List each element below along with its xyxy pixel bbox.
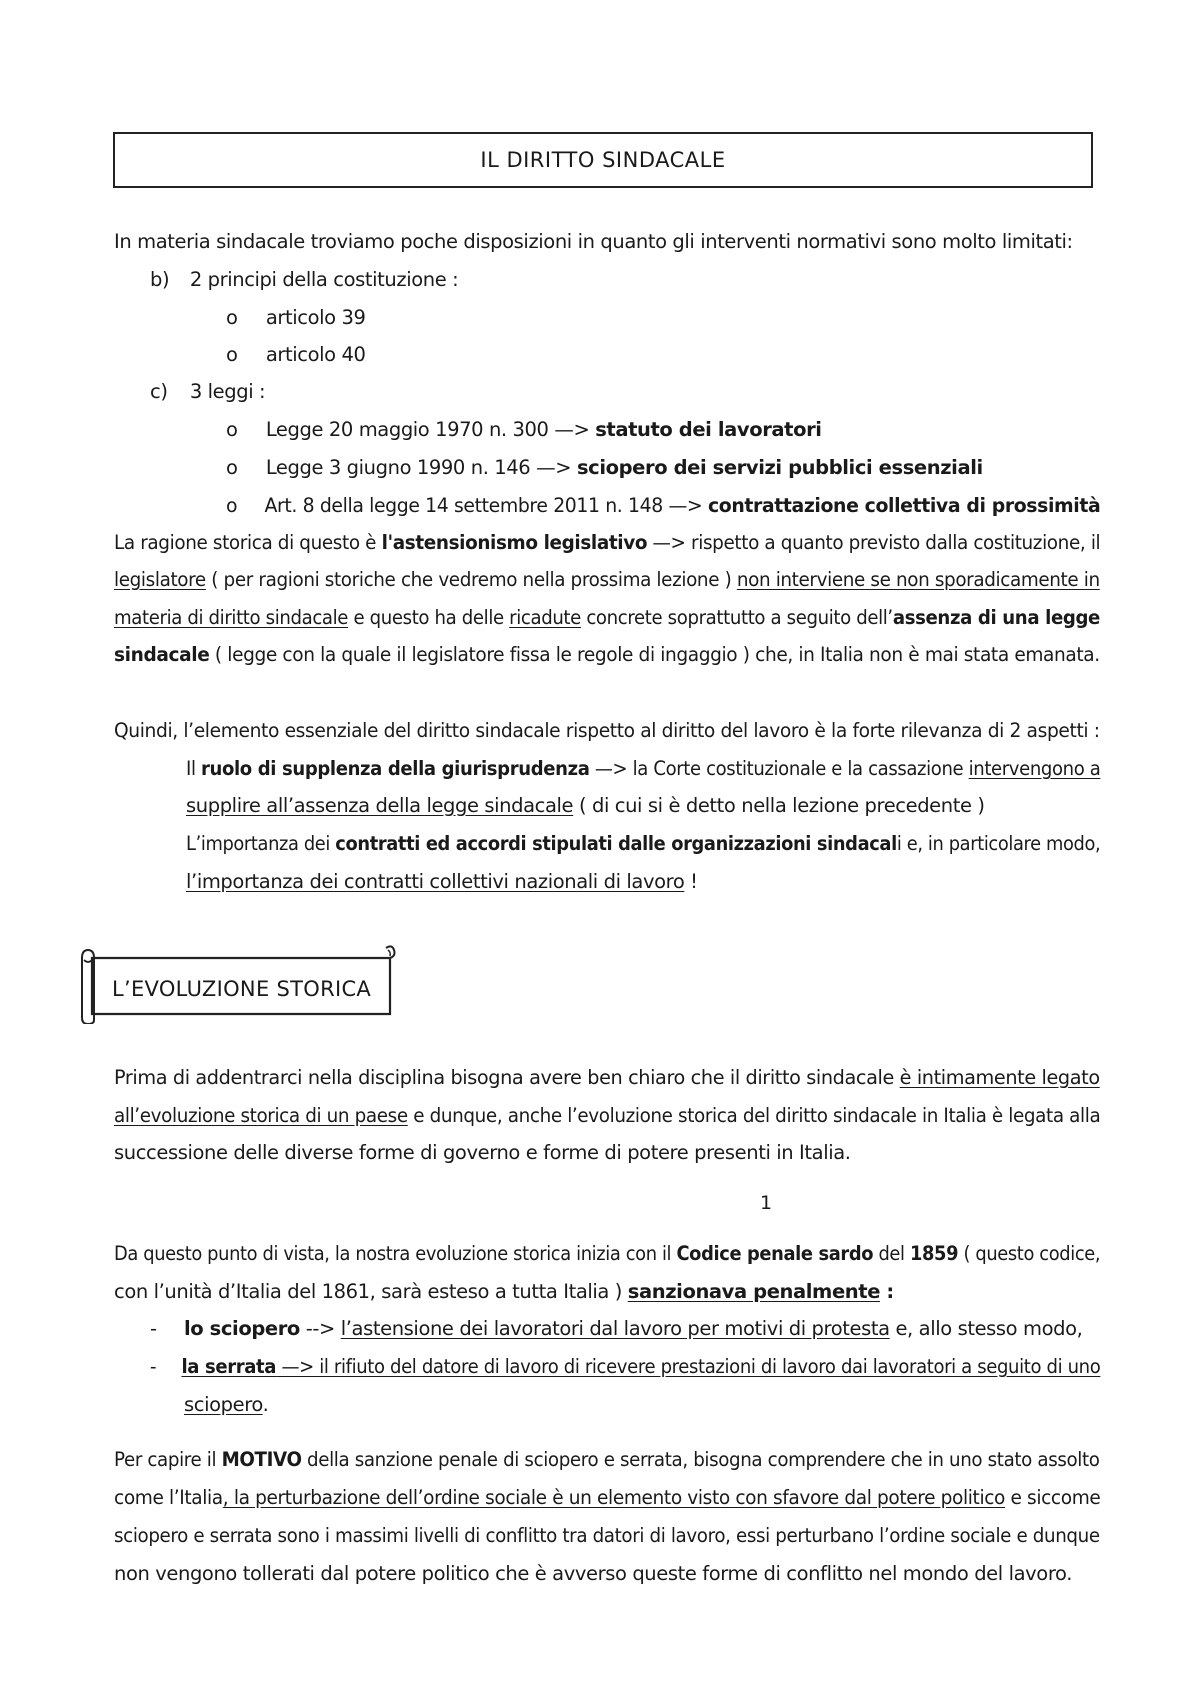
- bold-run: :: [880, 1280, 894, 1303]
- text-run: e dunque, anche l’evoluzione storica del diritto sindacale in Italia è legata alla: [407, 1104, 1101, 1127]
- paragraph-line: [186, 788, 985, 824]
- text-run: e, allo stesso modo,: [889, 1317, 1083, 1340]
- text-run: Da questo punto di vista, la nostra evoluzione storica inizia con il: [114, 1242, 677, 1265]
- dash-icon: -: [150, 1355, 157, 1378]
- underline-run: ricadute: [509, 606, 581, 629]
- list-text: 3 leggi :: [189, 380, 266, 403]
- underline-run: è intimamente legato: [899, 1066, 1100, 1089]
- text-run: L’importanza dei: [186, 832, 336, 855]
- bold-run: 1859: [909, 1242, 959, 1265]
- legge-bold: statuto dei lavoratori: [595, 418, 822, 441]
- paragraph-line: [114, 562, 1100, 598]
- text-run: della sanzione penale di sciopero e serrata, bisogna comprendere che in uno stato assolto: [301, 1448, 1100, 1471]
- text-run: ( questo codice,: [958, 1242, 1101, 1265]
- text-run: ( di cui si è detto nella lezione precedente ): [573, 794, 985, 817]
- legge-bold: sciopero dei servizi pubblici essenziali: [576, 456, 983, 479]
- underline-run: sciopero: [184, 1393, 263, 1416]
- text-run: come l’Italia: [114, 1486, 223, 1509]
- paragraph-line: [186, 864, 698, 900]
- section-title: L’EVOLUZIONE STORICA: [112, 977, 372, 1001]
- paragraph-line: [114, 1236, 1100, 1272]
- text-run: del: [873, 1242, 910, 1265]
- underline-run: legislatore: [114, 568, 206, 591]
- list-item-b: [150, 262, 458, 298]
- title-box: [113, 132, 1093, 188]
- paragraph-line: [114, 1442, 1100, 1478]
- paragraph-line: [114, 1060, 1100, 1096]
- paragraph-line: successione delle diverse forme di governo e forme di potere presenti in Italia.: [114, 1141, 851, 1164]
- text-run: ( legge con la quale il legislatore fissa le regole di ingaggio ) che, in Italia non è mai stata emanata.: [209, 643, 1100, 666]
- list-item-c: [150, 374, 265, 410]
- bold-underline-run: sanzionava penalmente: [627, 1280, 881, 1303]
- paragraph-line: [114, 1480, 1100, 1516]
- dash-item-serrata: [150, 1349, 1100, 1385]
- text-run: ( per ragioni storiche che vedremo nella prossima lezione ): [205, 568, 737, 591]
- intro-line: In materia sindacale troviamo poche disposizioni in quanto gli interventi normativi sono molto limitati:: [114, 230, 1073, 253]
- text-run: Prima di addentrarci nella disciplina bisogna avere ben chiaro che il diritto sindacale: [114, 1066, 900, 1089]
- page-number: 1: [760, 1192, 773, 1214]
- underline-run: non interviene se non sporadicamente in: [736, 568, 1100, 591]
- paragraph-line: [184, 1387, 268, 1423]
- underline-run: —> il rifiuto del datore di lavoro di ricevere prestazioni di lavoro dai lavoratori a seguito di uno: [276, 1355, 1101, 1378]
- bold-run: l'astensionismo legislativo: [381, 531, 648, 554]
- paragraph-line: [114, 637, 1100, 673]
- bold-run: ruolo di supplenza della giurisprudenza: [200, 757, 590, 780]
- underline-run: , la perturbazione dell’ordine sociale è un elemento visto con sfavore dal potere politico: [222, 1486, 1005, 1509]
- legge-item: [226, 488, 1100, 524]
- legge-item: [226, 412, 822, 448]
- text-run: i e, in particolare modo,: [896, 832, 1101, 855]
- text-run: concrete soprattutto a seguito dell’: [580, 606, 893, 629]
- text-run: !: [684, 870, 698, 893]
- bullet-icon: o: [226, 494, 238, 517]
- legge-text: Legge 3 giugno 1990 n. 146 —>: [265, 456, 577, 479]
- bold-run: MOTIVO: [221, 1448, 302, 1471]
- bold-run: lo sciopero: [184, 1317, 300, 1340]
- list-text: articolo 40: [265, 343, 366, 366]
- bullet-icon: o: [226, 306, 238, 329]
- text-run: Per capire il: [114, 1448, 222, 1471]
- text-run: -->: [299, 1317, 341, 1340]
- text-run: Il: [186, 757, 201, 780]
- underline-run: l’importanza dei contratti collettivi nazionali di lavoro: [186, 870, 685, 893]
- bold-run: assenza di una legge: [892, 606, 1100, 629]
- text-run: .: [262, 1393, 269, 1416]
- bullet-icon: o: [226, 343, 238, 366]
- bold-run: Codice penale sardo: [676, 1242, 874, 1265]
- list-text: 2 principi della costituzione :: [189, 268, 459, 291]
- text-run: e siccome: [1004, 1486, 1101, 1509]
- legge-text: Art. 8 della legge 14 settembre 2011 n. 148 —>: [264, 494, 708, 517]
- bold-underline-run: la serrata: [181, 1355, 277, 1378]
- legge-bold: contrattazione collettiva di prossimità: [707, 494, 1101, 517]
- list-marker: c): [150, 380, 168, 403]
- underline-run: all’evoluzione storica di un paese: [114, 1104, 408, 1127]
- text-run: La ragione storica di questo è: [114, 531, 382, 554]
- dash-icon: -: [150, 1317, 157, 1340]
- dash-item-sciopero: [150, 1311, 1082, 1347]
- text-run: —> la Corte costituzionale e la cassazione: [589, 757, 969, 780]
- paragraph-line: [114, 1274, 894, 1310]
- list-text: articolo 39: [265, 306, 366, 329]
- bullet-icon: o: [226, 456, 238, 479]
- list-item-art40: [226, 337, 365, 373]
- paragraph-line: [186, 826, 1100, 862]
- underline-run: intervengono a: [968, 757, 1101, 780]
- legge-text: Legge 20 maggio 1970 n. 300 —>: [265, 418, 596, 441]
- paragraph-line: [114, 600, 1100, 636]
- text-run: con l’unità d’Italia del 1861, sarà esteso a tutta Italia ): [114, 1280, 628, 1303]
- list-marker: b): [150, 268, 170, 291]
- underline-run: materia di diritto sindacale: [114, 606, 349, 629]
- legge-item: [226, 450, 983, 486]
- bold-run: contratti ed accordi stipulati dalle organizzazioni sindacal: [335, 832, 897, 855]
- bullet-icon: o: [226, 418, 238, 441]
- paragraph-line: [114, 525, 1100, 561]
- page-title: IL DIRITTO SINDACALE: [480, 148, 726, 172]
- underline-run: supplire all’assenza della legge sindacale: [186, 794, 574, 817]
- bold-run: sindacale: [114, 643, 210, 666]
- underline-run: l’astensione dei lavoratori dal lavoro per motivi di protesta: [340, 1317, 890, 1340]
- text-run: —> rispetto a quanto previsto dalla costituzione, il: [647, 531, 1101, 554]
- paragraph-line: [186, 751, 1100, 787]
- text-run: e questo ha delle: [348, 606, 510, 629]
- list-item-art39: [226, 300, 365, 336]
- paragraph-line: sciopero e serrata sono i massimi livelli di conflitto tra datori di lavoro, essi perturbano l’ordine sociale e dunque: [114, 1524, 1100, 1547]
- paragraph-line: non vengono tollerati dal potere politico che è avverso queste forme di conflitto nel mondo del lavoro.: [114, 1562, 1073, 1585]
- paragraph-line: Quindi, l’elemento essenziale del diritto sindacale rispetto al diritto del lavoro è la forte rilevanza di 2 aspetti :: [114, 719, 1100, 742]
- paragraph-line: [114, 1098, 1100, 1134]
